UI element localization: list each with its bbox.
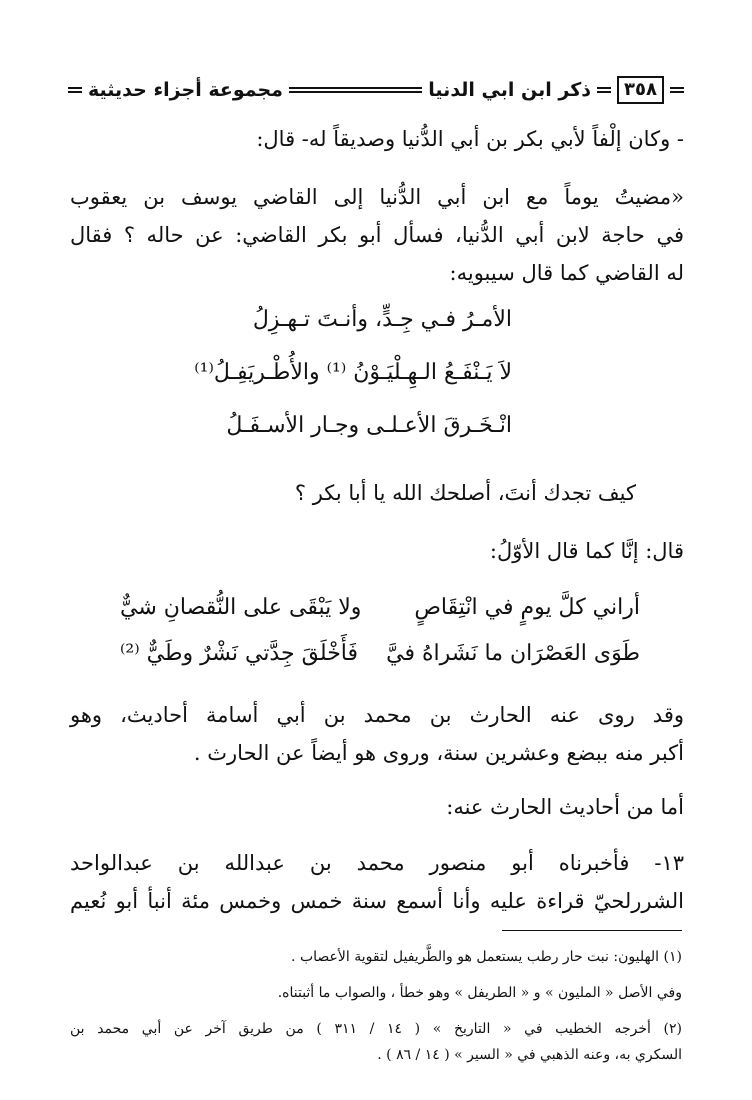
text-line: أما من أحاديث الحارث عنه: (446, 795, 684, 819)
footnote: (١) الهليون: نبت حار رطب يستعمل هو والطَّريفيل لتقوية الأعصاب . (291, 949, 682, 965)
text-line: له القاضي كما قال سيبويه: (449, 261, 684, 285)
running-header (62, 72, 690, 108)
text-line: كيف تجدك أنتَ، أصلحك الله يا أبا بكر ؟ (294, 481, 636, 505)
footnote: وفي الأصل « المليون » و « الطريفل » وهو خطأ ، والصواب ما أثبتناه. (277, 985, 682, 1001)
page-number: ٣٥٨ (617, 76, 664, 104)
header-rule-right (670, 87, 684, 93)
series-title: مجموعة أجزاء حديثية (88, 79, 283, 101)
poem-hemistich: ولا يَبْقَى على النُّقصانِ شيٌّ (120, 595, 362, 620)
footnote-separator (502, 930, 682, 931)
text-line: الشررلحيّ قراءة عليه وأنا أسمع سنة خمس وخمس مئة أنبأ أبو نُعيم (70, 889, 684, 913)
poem-hemistich: أراني كلَّ يومٍ في انْتِقَاصٍ (414, 595, 640, 620)
poem-hemistich: فَأَخْلَقَ جِدَّتي نَشْرٌ وطَيٌّ ⁽²⁾ (120, 641, 359, 666)
chapter-title: ذكر ابن ابي الدنيا (428, 79, 592, 101)
poem-hemistich: طَوَى العَصْرَان ما نَشَراهُ فيَّ (386, 641, 640, 666)
verse-line: لاَ يَـنْفَـعُ الـهِـلْيَـوْنُ ⁽¹⁾ والأُطْـريَفِـلُ⁽¹⁾ (194, 360, 512, 385)
verse-line: الأمـرُ فـي جِـدٍّ، وأنـتَ تـهـزِلُ (252, 307, 512, 332)
text-line: ١٣- فأخبرناه أبو منصور محمد بن عبدالله بن عبدالواحد (70, 851, 684, 875)
text-line: وقد روى عنه الحارث بن محمد بن أبي أسامة أحاديث، وهو (70, 703, 684, 727)
header-rule-middle (289, 87, 422, 93)
text-line: في حاجة لابن أبي الدُّنيا، فسأل أبو بكر القاضي: عن حاله ؟ فقال (70, 223, 684, 247)
text-line: قال: إنَّا كما قال الأوّلُ: (489, 539, 684, 563)
text-line: أكبر منه ببضع وعشرين سنة، وروى هو أيضاً عن الحارث . (193, 741, 684, 765)
header-rule (597, 87, 611, 93)
text-line: «مضيتُ يوماً مع ابن أبي الدُّنيا إلى القاضي يوسف بن يعقوب (70, 185, 684, 209)
header-rule-left (68, 87, 82, 93)
verse-line: انْـخَـرقَ الأعـلـى وجـار الأسـفَـلُ (226, 413, 512, 438)
footnote: السكري به، وعنه الذهبي في « السير » ( ١٤ / ٨٦ ) . (377, 1047, 682, 1063)
text-line: - وكان إلْفاً لأبي بكر بن أبي الدُّنيا وصديقاً له- قال: (256, 127, 684, 151)
footnote: (٢) أخرجه الخطيب في « التاريخ » ( ١٤ / ٣١١ ) من طريق آخر عن أبي محمد بن (70, 1021, 682, 1037)
